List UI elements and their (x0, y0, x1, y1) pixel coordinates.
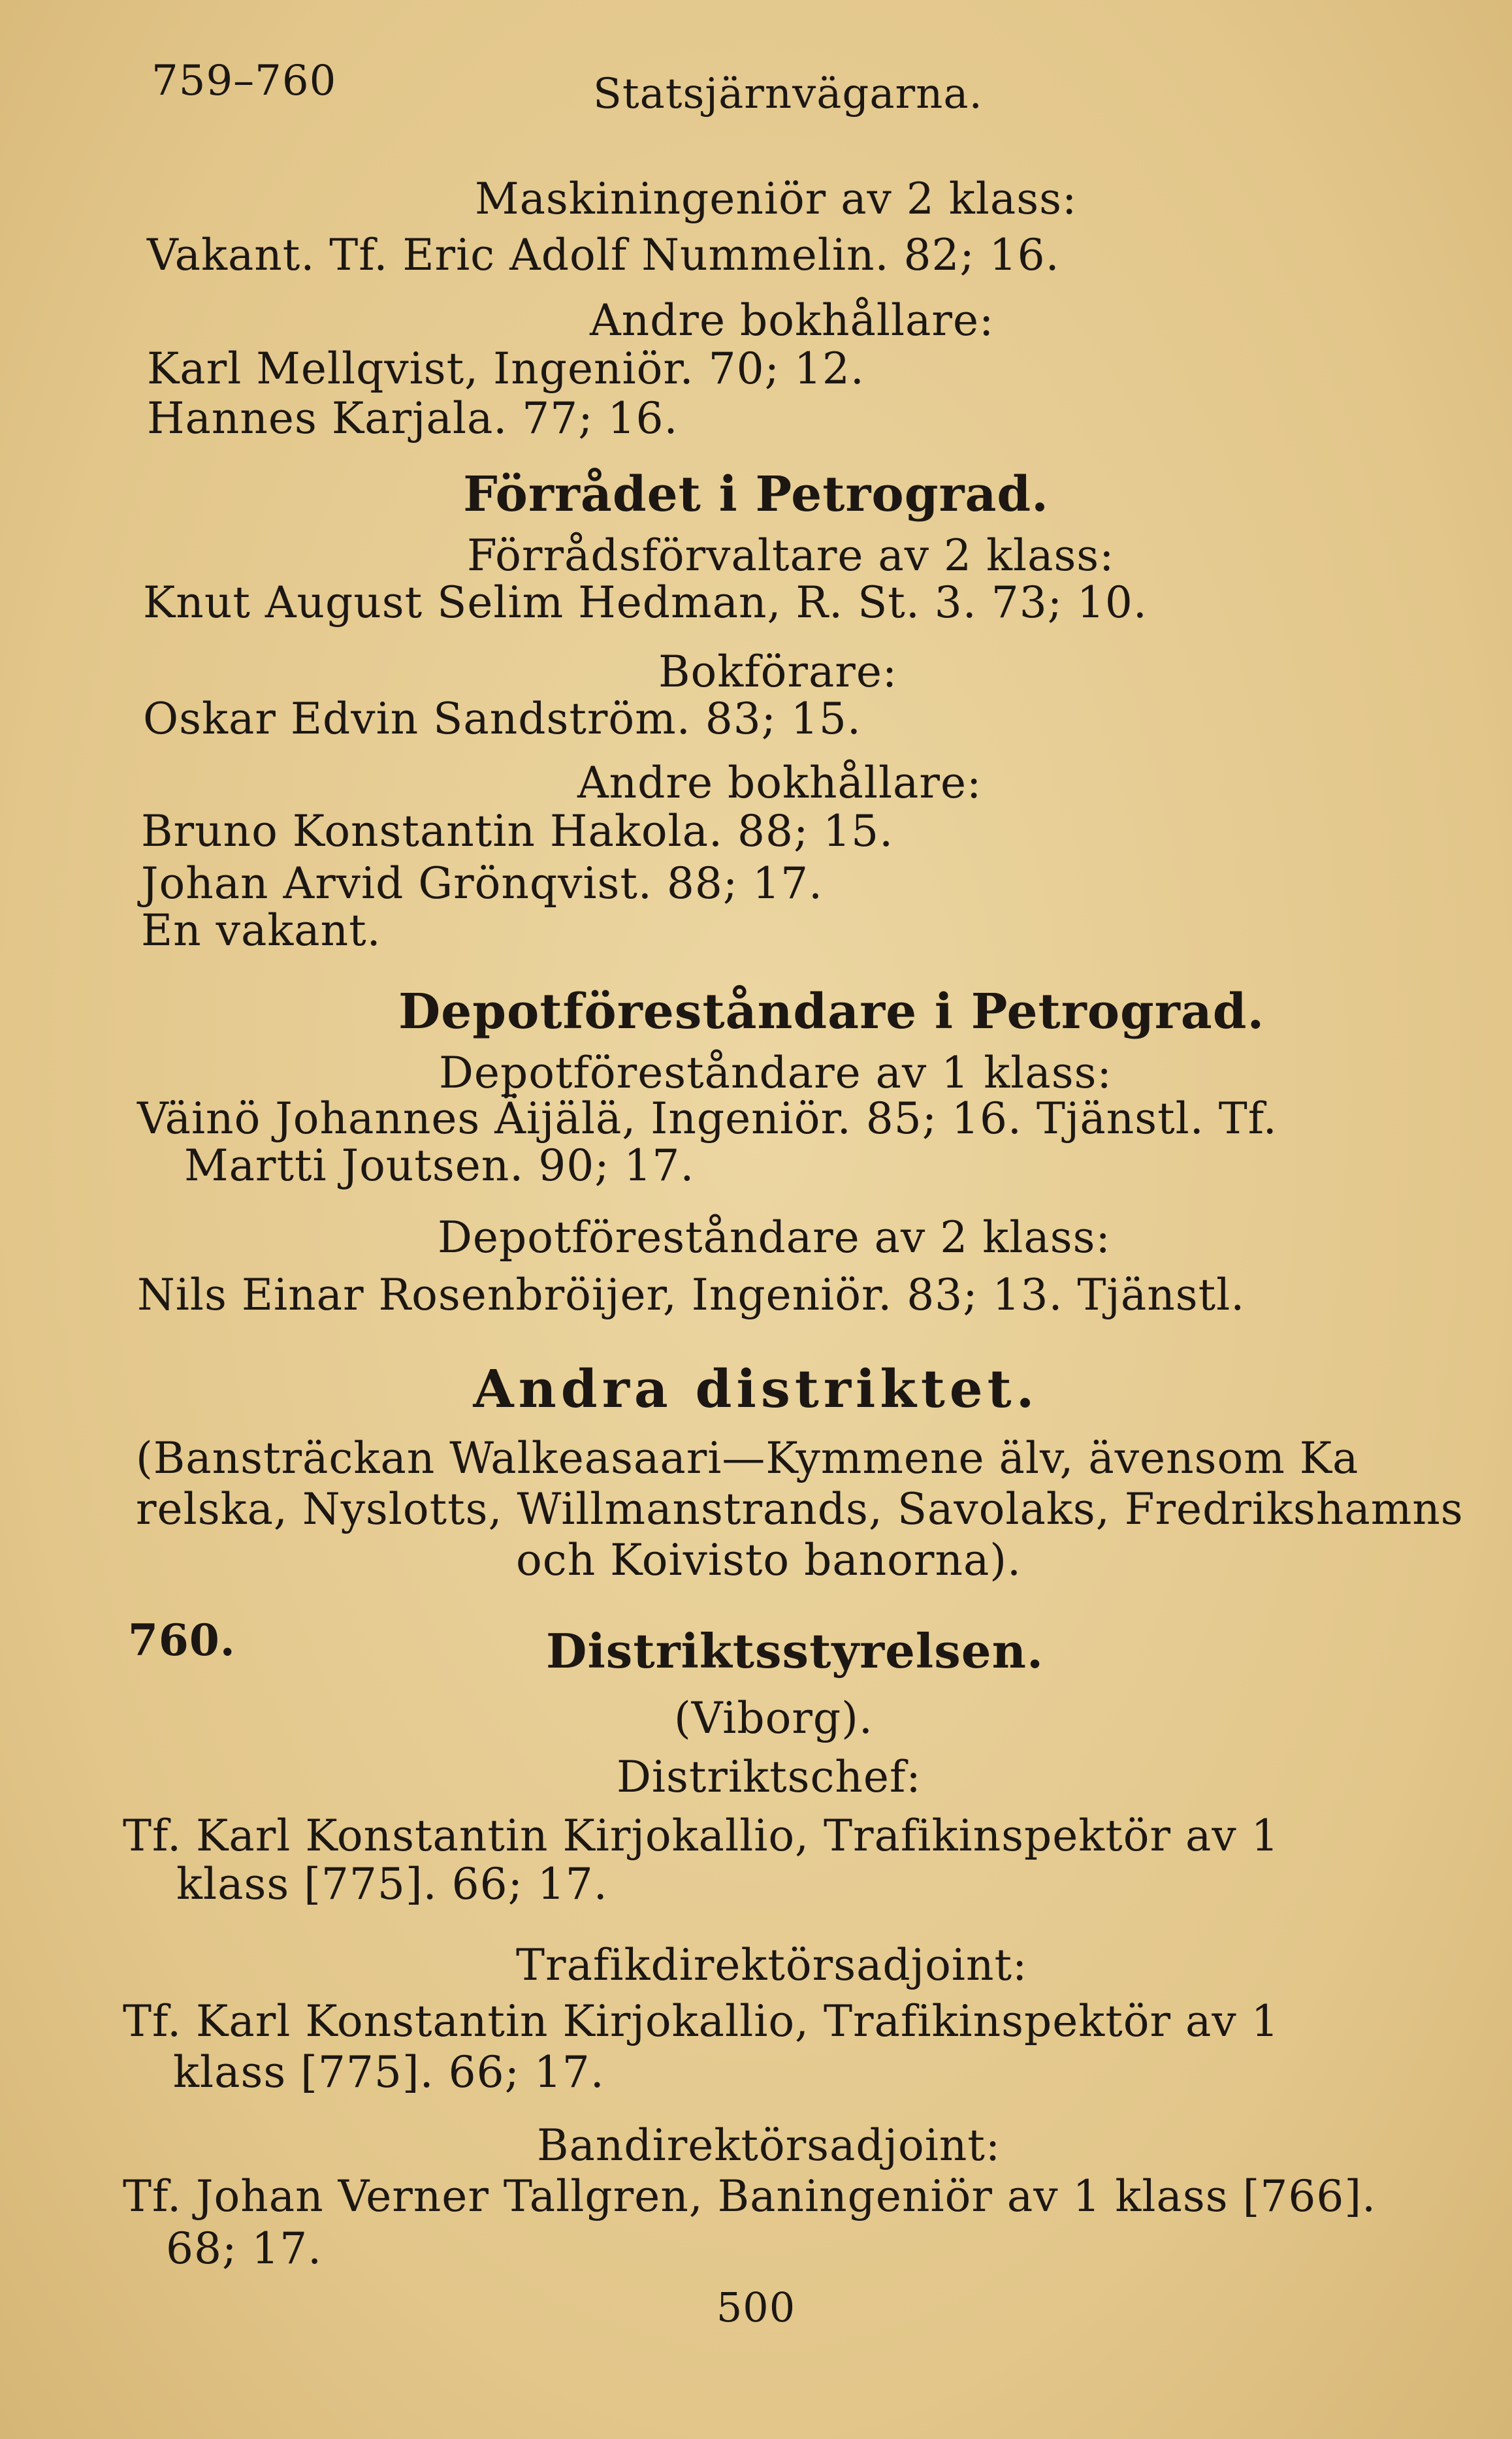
entry-line: relska, Nyslotts, Willmanstrands, Savolaks, Fredrikshamns (136, 1484, 1464, 1534)
subheading: Trafikdirektörsadjoint: (516, 1940, 1028, 1990)
entry-line: (Bansträckan Walkeasaari—Kymmene älv, ävensom Ka (136, 1433, 1359, 1483)
entry-line: En vakant. (141, 905, 381, 956)
running-title: Statsjärnvägarna. (593, 70, 983, 118)
entry-line: Nils Einar Rosenbröijer, Ingeniör. 83; 13. Tjänstl. (137, 1270, 1246, 1320)
entry-line: klass [775]. 66; 17. (176, 1859, 608, 1909)
section-heading: Depotföreståndare i Petrograd. (398, 984, 1265, 1040)
entry-line: och Koivisto banorna). (516, 1535, 1022, 1585)
subheading: Maskiningeniör av 2 klass: (475, 174, 1078, 224)
entry-line: klass [775]. 66; 17. (173, 2047, 605, 2097)
subheading: Bokförare: (658, 647, 898, 697)
entry-line: Martti Joutsen. 90; 17. (184, 1140, 695, 1191)
subheading: Förrådsförvaltare av 2 klass: (467, 530, 1115, 581)
entry-line: Tf. Karl Konstantin Kirjokallio, Trafikinspektör av 1 (123, 1996, 1279, 2046)
entry-line: Oskar Edvin Sandström. 83; 15. (143, 694, 861, 744)
page-number: 500 (716, 2284, 796, 2331)
entry-line: 68; 17. (166, 2223, 323, 2274)
subheading: (Viborg). (674, 1693, 873, 1743)
entry-line: Bruno Konstantin Hakola. 88; 15. (141, 806, 894, 856)
entry-line: Hannes Karjala. 77; 16. (147, 393, 679, 444)
subheading: Depotföreståndare av 1 klass: (439, 1048, 1112, 1098)
entry-line: Tf. Karl Konstantin Kirjokallio, Trafikinspektör av 1 (123, 1811, 1279, 1861)
entry-line: Tf. Johan Verner Tallgren, Baningeniör av 1 klass [766]. (123, 2171, 1377, 2221)
subheading: Distriktschef: (617, 1752, 922, 1802)
entry-line: Väinö Johannes Äijälä, Ingeniör. 85; 16. Tjänstl. Tf. (137, 1093, 1278, 1144)
entry-line: Johan Arvid Grönqvist. 88; 17. (141, 858, 824, 909)
entry-line: Knut August Selim Hedman, R. St. 3. 73; 10. (143, 577, 1148, 628)
section-heading: Förrådet i Petrograd. (463, 466, 1049, 523)
subheading: Depotföreståndare av 2 klass: (438, 1212, 1111, 1263)
column-marker: 760. (128, 1615, 236, 1666)
district-heading: Andra distriktet. (473, 1358, 1039, 1419)
subheading: Andre bokhållare: (577, 758, 982, 808)
subheading: Bandirektörsadjoint: (537, 2120, 1001, 2171)
section-heading: Distriktsstyrelsen. (546, 1623, 1044, 1679)
column-numbers: 759–760 (152, 57, 337, 105)
entry-line: Karl Mellqvist, Ingeniör. 70; 12. (147, 344, 865, 394)
entry-line: Vakant. Tf. Eric Adolf Nummelin. 82; 16. (147, 230, 1060, 280)
subheading: Andre bokhållare: (590, 295, 995, 346)
